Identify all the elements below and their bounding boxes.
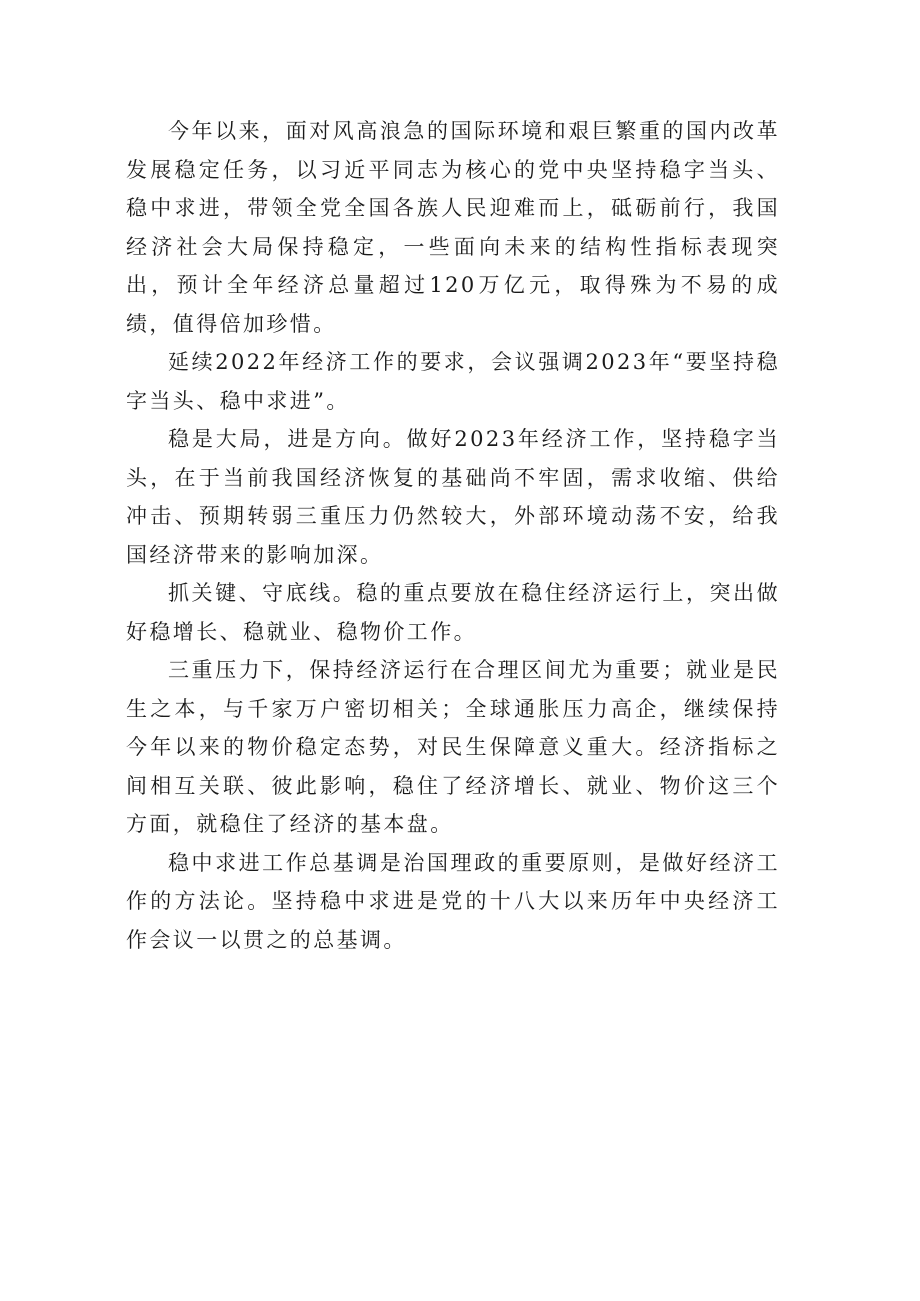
document-body xyxy=(126,112,780,959)
paragraph-4: 抓关键、守底线。稳的重点要放在稳住经济运行上，突出做好稳增长、稳就业、稳物价工作。 xyxy=(126,581,780,644)
paragraph-6: 稳中求进工作总基调是治国理政的重要原则，是做好经济工作的方法论。坚持稳中求进是党的十八大以来历年中央经济工作会议一以贯之的总基调。 xyxy=(126,850,780,952)
paragraph-1: 今年以来，面对风高浪急的国际环境和艰巨繁重的国内改革发展稳定任务，以习近平同志为核心的党中央坚持稳字当头、稳中求进，带领全党全国各族人民迎难而上，砥砺前行，我国经济社会大局保持稳定，一些面向未来的结构性指标表现突出，预计全年经济总量超过120万亿元，取得殊为不易的成绩，值得倍加珍惜。 xyxy=(126,119,780,336)
paragraph-5: 三重压力下，保持经济运行在合理区间尤为重要；就业是民生之本，与千家万户密切相关；全球通胀压力高企，继续保持今年以来的物价稳定态势，对民生保障意义重大。经济指标之间相互关联、彼此影响，稳住了经济增长、就业、物价这三个方面，就稳住了经济的基本盘。 xyxy=(126,658,780,836)
paragraph-2: 延续2022年经济工作的要求，会议强调2023年“要坚持稳字当头、稳中求进”。 xyxy=(126,350,780,413)
paragraph-3: 稳是大局，进是方向。做好2023年经济工作，坚持稳字当头，在于当前我国经济恢复的基础尚不牢固，需求收缩、供给冲击、预期转弱三重压力仍然较大，外部环境动荡不安，给我国经济带来的影响加深。 xyxy=(126,427,780,567)
